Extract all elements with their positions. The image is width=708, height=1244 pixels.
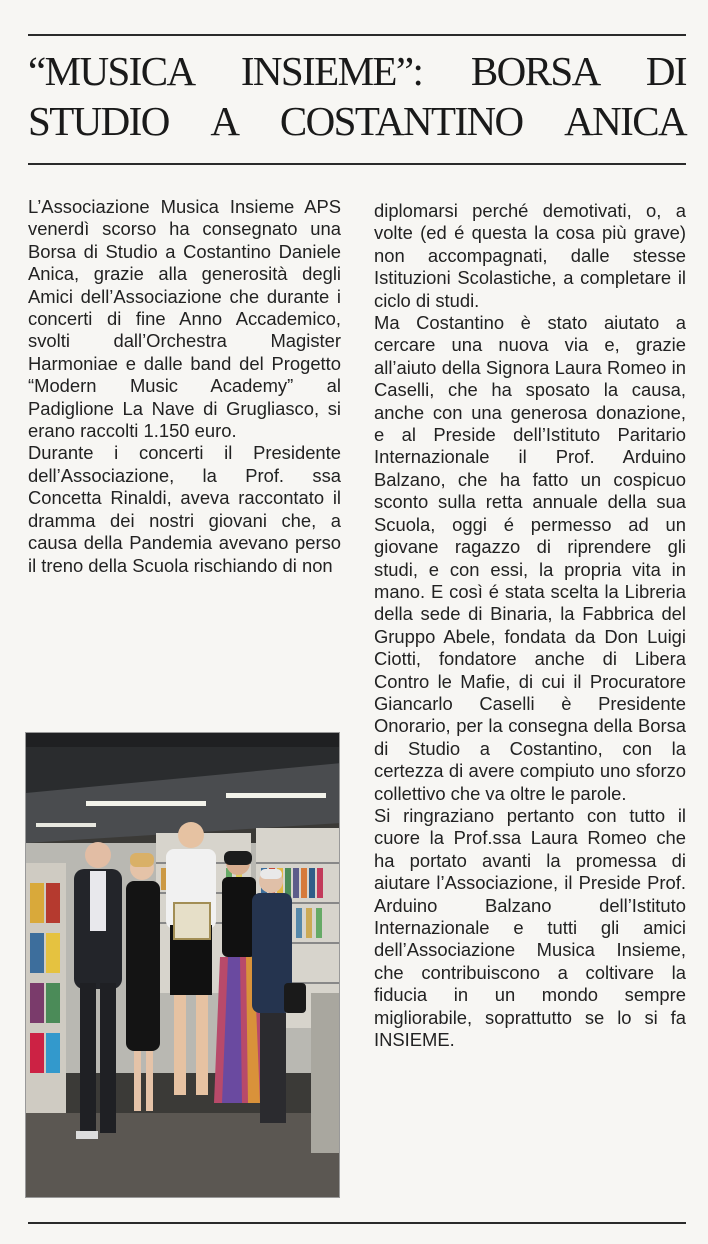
bottom-rule	[28, 1222, 686, 1224]
paragraph: diplomarsi perché demotivati, o, a volte (ed é questa la cosa più grave) non accompagnati, dalle stesse Istituzioni Scolastiche, a completare il ciclo di studi.	[374, 200, 686, 311]
top-rule	[28, 34, 686, 36]
article-photo	[25, 732, 340, 1198]
article-column-right	[374, 200, 686, 1051]
headline-divider	[28, 163, 686, 165]
paragraph: L’Associazione Musica Insieme APS venerdì scorso ha consegnato una Borsa di Studio a Costantino Daniele Anica, grazie alla generosità degli Amici dell’Associazione che durante i concerti di fine Anno Accademico, svolti dall’Orchestra Magister Harmoniae e dalle band del Progetto “Modern Music Academy” al Padiglione La Nave di Grugliasco, si erano raccolti 1.150 euro.	[28, 196, 341, 442]
paragraph: Ma Costantino è stato aiutato a cercare una nuova via e, grazie all’aiuto della Signora Laura Romeo in Caselli, che ha sposato la causa, anche con una generosa donazione, e al Preside dell’Istituto Paritario Internazionale il Prof. Arduino Balzano, che ha fatto un cospicuo sconto sulla retta annuale della sua Scuola, oggi é permesso ad un giovane ragazzo di riprendere gli studi, e con essi, la propria vita in mano. E così é stata scelta la Libreria della sede di Binaria, la Fabbrica del Gruppo Abele, fondata da Don Luigi Ciotti, fondatore anche di Libera Contro le Mafie, di cui il Procuratore Giancarlo Caselli è Presidente Onorario, per la consegna della Borsa di Studio a Costantino, con la certezza di avere compiuto uno sforzo collettivo che va oltre le parole.	[374, 312, 686, 804]
article-column-left	[28, 196, 341, 577]
paragraph: Durante i concerti il Presidente dell’Associazione, la Prof. ssa Concetta Rinaldi, aveva raccontato il dramma dei nostri giovani che, a causa della Pandemia avevano perso il treno della Scuola rischiando di non	[28, 442, 341, 576]
article-headline: “MUSICA INSIEME”: BORSA DI STUDIO A COSTANTINO ANICA	[28, 48, 686, 144]
paragraph: Si ringraziano pertanto con tutto il cuore la Prof.ssa Laura Romeo che ha portato avanti la promessa di aiutare l’Associazione, il Preside Prof. Arduino Balzano dell’Istituto Internazionale e tutti gli amici dell’Associazione Musica Insieme, che contribuiscono a coltivare la fiducia in un mondo sempre migliorabile, soprattutto se lo si fa INSIEME.	[374, 804, 686, 1051]
